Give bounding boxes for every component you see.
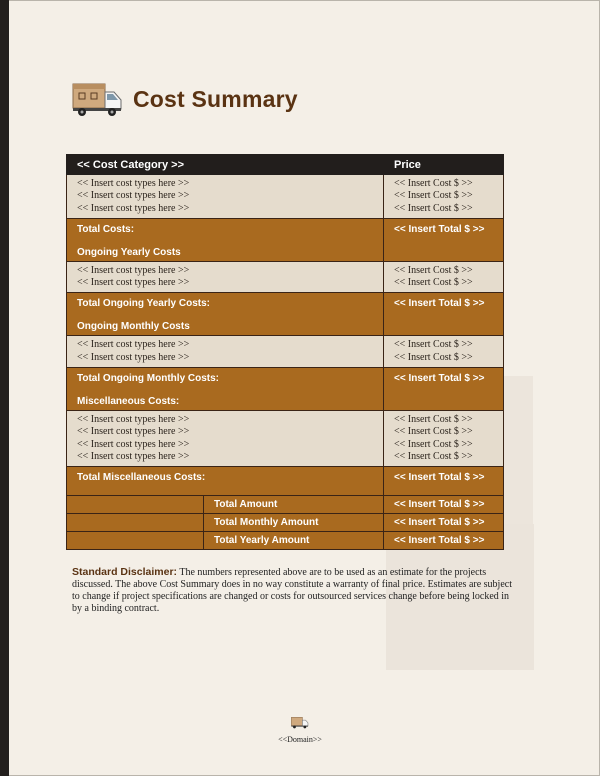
- page-left-bar: [0, 0, 9, 776]
- cost-type-item: << Insert cost types here >>: [77, 438, 190, 450]
- total-value: << Insert Total $ >>: [394, 373, 485, 385]
- cost-price-cell: [384, 336, 504, 368]
- section-label: Miscellaneous Costs:: [77, 396, 180, 408]
- item-row: [67, 261, 504, 293]
- summary-row: [67, 532, 504, 550]
- cost-summary-table: [66, 154, 504, 550]
- total-label-cell: [67, 218, 384, 261]
- summary-value: << Insert Total $ >>: [384, 514, 504, 532]
- delivery-truck-icon: [291, 716, 309, 729]
- total-value-cell: [384, 293, 504, 336]
- cost-type-item: << Insert cost types here >>: [77, 178, 190, 189]
- total-label: Total Miscellaneous Costs:: [77, 472, 206, 484]
- summary-label: Total Yearly Amount: [204, 532, 384, 550]
- cost-price-item: << Insert Cost $ >>: [394, 178, 473, 189]
- total-row: [67, 467, 504, 496]
- cost-type-item: << Insert cost types here >>: [77, 351, 190, 363]
- cost-price-item: << Insert Cost $ >>: [394, 277, 473, 289]
- total-label: Total Ongoing Yearly Costs:: [77, 298, 210, 310]
- cost-type-cell: [67, 411, 384, 467]
- section-label: Ongoing Monthly Costs: [77, 321, 190, 333]
- cost-type-item: << Insert cost types here >>: [77, 264, 190, 276]
- total-value-cell: [384, 368, 504, 411]
- disclaimer-text: The numbers represented above are to be used as an estimate for the projects discussed. The above Cost Summary does in no way constitute a warranty of final price. Estimates are subject to change if project specifications are changed or costs for outsourced services change before being locked in by a binding contract.: [72, 567, 512, 614]
- total-value: << Insert Total $ >>: [394, 472, 485, 484]
- cost-type-item: << Insert cost types here >>: [77, 202, 190, 214]
- cost-type-cell: [67, 175, 384, 219]
- total-value-cell: [384, 467, 504, 496]
- background-panel: [503, 376, 533, 524]
- total-row: [67, 368, 504, 411]
- cost-type-cell: [67, 261, 384, 293]
- cost-type-item: << Insert cost types here >>: [77, 414, 190, 426]
- total-value: << Insert Total $ >>: [394, 223, 485, 235]
- cost-type-cell: [67, 336, 384, 368]
- total-row: [67, 293, 504, 336]
- summary-label: Total Monthly Amount: [204, 514, 384, 532]
- total-value-cell: [384, 218, 504, 261]
- cost-price-cell: [384, 175, 504, 219]
- cost-price-item: << Insert Cost $ >>: [394, 450, 473, 462]
- total-label-cell: [67, 293, 384, 336]
- summary-value: << Insert Total $ >>: [384, 496, 504, 514]
- standard-disclaimer: [72, 566, 520, 615]
- category-column-header: << Cost Category >>: [67, 155, 384, 175]
- cost-type-item: << Insert cost types here >>: [77, 426, 190, 438]
- total-label-cell: [67, 368, 384, 411]
- summary-row: [67, 514, 504, 532]
- price-column-header: Price: [384, 155, 504, 175]
- summary-row: [67, 496, 504, 514]
- summary-spacer-cell: [67, 496, 204, 514]
- item-row: [67, 336, 504, 368]
- cost-price-item: << Insert Cost $ >>: [394, 202, 473, 214]
- summary-spacer-cell: [67, 532, 204, 550]
- cost-price-cell: [384, 411, 504, 467]
- total-value: << Insert Total $ >>: [394, 298, 485, 310]
- page-header: [72, 80, 298, 118]
- total-label: Total Costs:: [77, 223, 135, 235]
- cost-price-item: << Insert Cost $ >>: [394, 339, 473, 351]
- total-row: [67, 218, 504, 261]
- cost-type-item: << Insert cost types here >>: [77, 450, 190, 462]
- cost-price-item: << Insert Cost $ >>: [394, 190, 473, 202]
- total-label-cell: [67, 467, 384, 496]
- summary-spacer-cell: [67, 514, 204, 532]
- cost-price-item: << Insert Cost $ >>: [394, 264, 473, 276]
- table-header-row: [67, 155, 504, 175]
- cost-type-item: << Insert cost types here >>: [77, 277, 190, 289]
- item-row: [67, 175, 504, 219]
- cost-type-item: << Insert cost types here >>: [77, 339, 190, 351]
- delivery-truck-icon: [72, 81, 124, 117]
- cost-price-item: << Insert Cost $ >>: [394, 351, 473, 363]
- page-footer: [0, 716, 600, 744]
- footer-domain: <<Domain>>: [278, 735, 322, 744]
- total-label: Total Ongoing Monthly Costs:: [77, 373, 220, 385]
- page-title: Cost Summary: [133, 85, 298, 112]
- cost-price-item: << Insert Cost $ >>: [394, 438, 473, 450]
- cost-price-item: << Insert Cost $ >>: [394, 426, 473, 438]
- section-label: Ongoing Yearly Costs: [77, 246, 181, 258]
- cost-price-item: << Insert Cost $ >>: [394, 414, 473, 426]
- summary-value: << Insert Total $ >>: [384, 532, 504, 550]
- cost-price-cell: [384, 261, 504, 293]
- cost-type-item: << Insert cost types here >>: [77, 190, 190, 202]
- item-row: [67, 411, 504, 467]
- disclaimer-label: Standard Disclaimer:: [72, 566, 178, 578]
- summary-label: Total Amount: [204, 496, 384, 514]
